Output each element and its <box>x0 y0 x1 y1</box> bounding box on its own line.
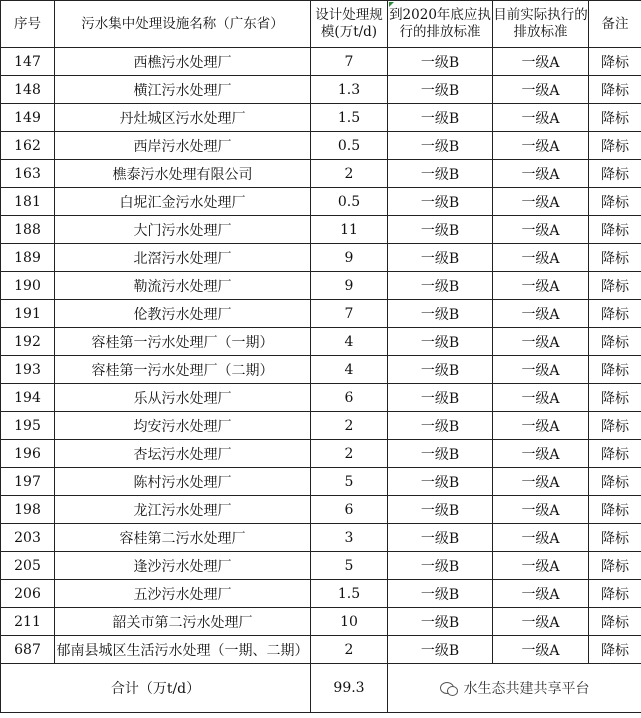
cell-remark: 降标 <box>589 160 641 188</box>
cell-index: 194 <box>1 384 55 412</box>
cell-required-standard: 一级B <box>388 468 493 496</box>
cell-remark: 降标 <box>589 328 641 356</box>
cell-current-standard: 一级A <box>493 300 589 328</box>
cell-facility-name: 容桂第一污水处理厂（二期） <box>55 356 311 384</box>
table-row <box>1 328 641 356</box>
cell-facility-name: 乐从污水处理厂 <box>55 384 311 412</box>
cell-required-standard: 一级B <box>388 356 493 384</box>
header-index: 序号 <box>1 1 55 48</box>
cell-design-capacity: 5 <box>311 468 388 496</box>
cell-required-standard: 一级B <box>388 608 493 636</box>
cell-remark: 降标 <box>589 608 641 636</box>
cell-index: 163 <box>1 160 55 188</box>
total-value: 99.3 <box>311 664 388 713</box>
cell-required-standard: 一级B <box>388 552 493 580</box>
cell-index: 206 <box>1 580 55 608</box>
header-row <box>1 1 641 48</box>
cell-design-capacity: 7 <box>311 300 388 328</box>
cell-design-capacity: 1.3 <box>311 76 388 104</box>
cell-facility-name: 陈村污水处理厂 <box>55 468 311 496</box>
cell-current-standard: 一级A <box>493 608 589 636</box>
wechat-icon <box>440 681 458 695</box>
cell-current-standard: 一级A <box>493 440 589 468</box>
cell-index: 193 <box>1 356 55 384</box>
cell-design-capacity: 4 <box>311 356 388 384</box>
header-facility-name: 污水集中处理设施名称（广东省） <box>55 1 311 48</box>
cell-design-capacity: 6 <box>311 496 388 524</box>
cell-facility-name: 勒流污水处理厂 <box>55 272 311 300</box>
cell-index: 147 <box>1 48 55 76</box>
cell-index: 192 <box>1 328 55 356</box>
cell-design-capacity: 2 <box>311 412 388 440</box>
cell-remark: 降标 <box>589 48 641 76</box>
cell-index: 205 <box>1 552 55 580</box>
cell-index: 162 <box>1 132 55 160</box>
cell-facility-name: 大门污水处理厂 <box>55 216 311 244</box>
cell-design-capacity: 7 <box>311 48 388 76</box>
cell-index: 190 <box>1 272 55 300</box>
cell-remark: 降标 <box>589 636 641 664</box>
cell-current-standard: 一级A <box>493 496 589 524</box>
cell-required-standard: 一级B <box>388 412 493 440</box>
cell-remark: 降标 <box>589 384 641 412</box>
cell-design-capacity: 3 <box>311 524 388 552</box>
cell-design-capacity: 4 <box>311 328 388 356</box>
table-row <box>1 412 641 440</box>
cell-index: 189 <box>1 244 55 272</box>
table-row <box>1 440 641 468</box>
table-row <box>1 384 641 412</box>
cell-index: 197 <box>1 468 55 496</box>
cell-index: 181 <box>1 188 55 216</box>
table-row <box>1 48 641 76</box>
table-row <box>1 216 641 244</box>
cell-remark: 降标 <box>589 132 641 160</box>
cell-required-standard: 一级B <box>388 328 493 356</box>
cell-index: 188 <box>1 216 55 244</box>
cell-current-standard: 一级A <box>493 272 589 300</box>
cell-current-standard: 一级A <box>493 76 589 104</box>
cell-current-standard: 一级A <box>493 48 589 76</box>
cell-required-standard: 一级B <box>388 216 493 244</box>
table-row <box>1 132 641 160</box>
cell-current-standard: 一级A <box>493 244 589 272</box>
cell-required-standard: 一级B <box>388 272 493 300</box>
cell-current-standard: 一级A <box>493 356 589 384</box>
cell-remark: 降标 <box>589 300 641 328</box>
cell-remark: 降标 <box>589 104 641 132</box>
cell-current-standard: 一级A <box>493 216 589 244</box>
cell-required-standard: 一级B <box>388 636 493 664</box>
cell-remark: 降标 <box>589 216 641 244</box>
cell-remark: 降标 <box>589 188 641 216</box>
cell-index: 149 <box>1 104 55 132</box>
cell-required-standard: 一级B <box>388 496 493 524</box>
cell-current-standard: 一级A <box>493 524 589 552</box>
table-row <box>1 524 641 552</box>
cell-required-standard: 一级B <box>388 188 493 216</box>
cell-required-standard: 一级B <box>388 524 493 552</box>
cell-remark: 降标 <box>589 412 641 440</box>
table-row <box>1 636 641 664</box>
cell-facility-name: 容桂第二污水处理厂 <box>55 524 311 552</box>
cell-facility-name: 韶关市第二污水处理厂 <box>55 608 311 636</box>
cell-design-capacity: 0.5 <box>311 188 388 216</box>
table-row <box>1 356 641 384</box>
cell-design-capacity: 2 <box>311 636 388 664</box>
cell-design-capacity: 6 <box>311 384 388 412</box>
cell-index: 687 <box>1 636 55 664</box>
table-body <box>1 48 641 664</box>
cell-facility-name: 逢沙污水处理厂 <box>55 552 311 580</box>
cell-facility-name: 均安污水处理厂 <box>55 412 311 440</box>
cell-index: 191 <box>1 300 55 328</box>
cell-current-standard: 一级A <box>493 552 589 580</box>
table-row <box>1 76 641 104</box>
cell-design-capacity: 9 <box>311 272 388 300</box>
table-row <box>1 552 641 580</box>
header-design-capacity: 设计处理规模(万t/d) <box>311 1 388 48</box>
cell-current-standard: 一级A <box>493 104 589 132</box>
total-blank-cell <box>388 664 641 713</box>
table-row <box>1 188 641 216</box>
cell-index: 198 <box>1 496 55 524</box>
cell-current-standard: 一级A <box>493 636 589 664</box>
cell-design-capacity: 1.5 <box>311 104 388 132</box>
cell-required-standard: 一级B <box>388 132 493 160</box>
cell-index: 148 <box>1 76 55 104</box>
cell-current-standard: 一级A <box>493 188 589 216</box>
cell-current-standard: 一级A <box>493 468 589 496</box>
cell-remark: 降标 <box>589 552 641 580</box>
cell-required-standard: 一级B <box>388 244 493 272</box>
watermark <box>440 678 590 698</box>
table-row <box>1 244 641 272</box>
cell-design-capacity: 5 <box>311 552 388 580</box>
cell-design-capacity: 2 <box>311 160 388 188</box>
cell-current-standard: 一级A <box>493 132 589 160</box>
cell-facility-name: 樵泰污水处理有限公司 <box>55 160 311 188</box>
cell-index: 196 <box>1 440 55 468</box>
cell-required-standard: 一级B <box>388 580 493 608</box>
cell-facility-name: 西岸污水处理厂 <box>55 132 311 160</box>
cell-required-standard: 一级B <box>388 76 493 104</box>
table-row <box>1 272 641 300</box>
cell-design-capacity: 2 <box>311 440 388 468</box>
cell-remark: 降标 <box>589 580 641 608</box>
cell-facility-name: 西樵污水处理厂 <box>55 48 311 76</box>
cell-facility-name: 丹灶城区污水处理厂 <box>55 104 311 132</box>
cell-facility-name: 五沙污水处理厂 <box>55 580 311 608</box>
cell-remark: 降标 <box>589 76 641 104</box>
cell-design-capacity: 11 <box>311 216 388 244</box>
cell-index: 211 <box>1 608 55 636</box>
header-required-standard: 到2020年底应执行的排放标准 <box>388 1 493 48</box>
cell-remark: 降标 <box>589 356 641 384</box>
cell-facility-name: 白坭汇金污水处理厂 <box>55 188 311 216</box>
cell-remark: 降标 <box>589 440 641 468</box>
cell-required-standard: 一级B <box>388 440 493 468</box>
cell-current-standard: 一级A <box>493 580 589 608</box>
table-row <box>1 468 641 496</box>
table-row <box>1 160 641 188</box>
watermark-text: 水生态共建共享平台 <box>463 680 590 697</box>
cell-design-capacity: 1.5 <box>311 580 388 608</box>
cell-facility-name: 杏坛污水处理厂 <box>55 440 311 468</box>
table-row <box>1 496 641 524</box>
cell-remark: 降标 <box>589 496 641 524</box>
cell-index: 203 <box>1 524 55 552</box>
cell-required-standard: 一级B <box>388 160 493 188</box>
cell-facility-name: 北滘污水处理厂 <box>55 244 311 272</box>
header-remark: 备注 <box>589 1 641 48</box>
cell-index: 195 <box>1 412 55 440</box>
cell-design-capacity: 10 <box>311 608 388 636</box>
cell-remark: 降标 <box>589 468 641 496</box>
table-row <box>1 300 641 328</box>
cell-required-standard: 一级B <box>388 300 493 328</box>
cell-required-standard: 一级B <box>388 104 493 132</box>
cell-facility-name: 容桂第一污水处理厂（一期） <box>55 328 311 356</box>
table-row <box>1 580 641 608</box>
table-row <box>1 608 641 636</box>
cell-required-standard: 一级B <box>388 48 493 76</box>
cell-facility-name: 横江污水处理厂 <box>55 76 311 104</box>
cell-current-standard: 一级A <box>493 328 589 356</box>
cell-design-capacity: 0.5 <box>311 132 388 160</box>
cell-remark: 降标 <box>589 244 641 272</box>
cell-required-standard: 一级B <box>388 384 493 412</box>
cell-facility-name: 龙江污水处理厂 <box>55 496 311 524</box>
table-row <box>1 104 641 132</box>
cell-current-standard: 一级A <box>493 160 589 188</box>
header-current-standard: 目前实际执行的排放标准 <box>493 1 589 48</box>
cell-remark: 降标 <box>589 272 641 300</box>
total-row <box>1 664 641 713</box>
cell-remark: 降标 <box>589 524 641 552</box>
cell-current-standard: 一级A <box>493 412 589 440</box>
cell-design-capacity: 9 <box>311 244 388 272</box>
cell-facility-name: 伦教污水处理厂 <box>55 300 311 328</box>
cell-current-standard: 一级A <box>493 384 589 412</box>
total-label: 合计（万t/d） <box>1 664 311 713</box>
cell-facility-name: 郁南县城区生活污水处理（一期、二期） <box>55 636 311 664</box>
